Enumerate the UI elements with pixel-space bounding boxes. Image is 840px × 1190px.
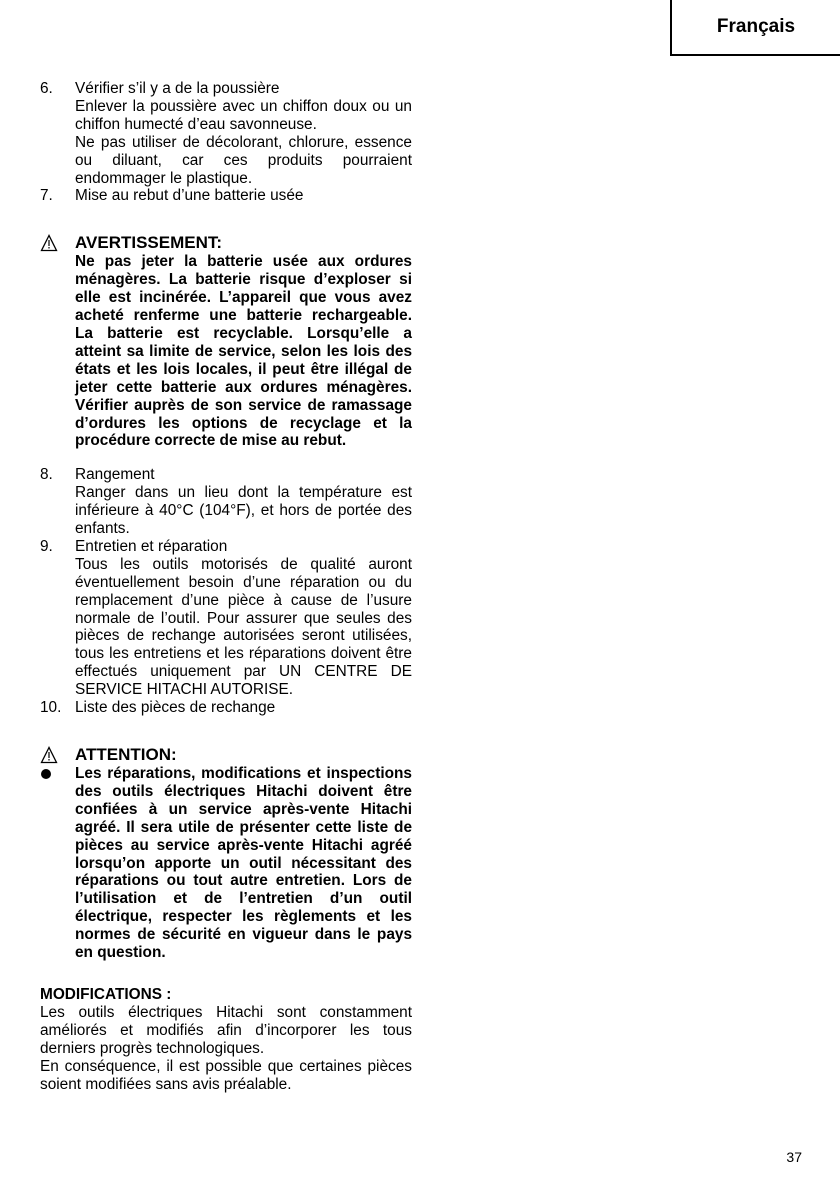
caution-text: Les réparations, modifications et inspections des outils électriques Hitachi doivent être confiées à un service après-vente Hitachi agréé. Il sera utile de présenter cette liste de pièces au service après-vente Hitachi agréé lorsqu’on apporte un outil nécessitant des réparations ou tout autre entretien. Lors de l’utilisation et de l’entretien d’un outil électrique, respecter les règlements et les normes de sécurité en vigueur dans le pays en question. — [75, 765, 412, 962]
item-number: 10. — [40, 699, 62, 717]
caution-block — [40, 745, 412, 962]
modifications-heading: MODIFICATIONS : — [40, 985, 172, 1003]
language-tab: Français — [670, 0, 840, 56]
modifications-paragraph: Les outils électriques Hitachi sont constamment améliorés et modifiés afin d’incorporer les tous derniers progrès technologiques. — [40, 1003, 412, 1057]
item-number: 7. — [40, 187, 53, 205]
item-paragraph: Ne pas utiliser de décolorant, chlorure, essence ou diluant, car ces produits pourraient endommager le plastique. — [75, 133, 412, 187]
warning-title: AVERTISSEMENT: — [75, 233, 223, 253]
item-title: Vérifier s’il y a de la poussière — [75, 80, 280, 97]
content-column — [40, 80, 412, 1093]
item-paragraph: Enlever la poussière avec un chiffon doux ou un chiffon humecté d’eau savonneuse. — [75, 97, 412, 133]
item-title: Mise au rebut d’une batterie usée — [75, 187, 304, 205]
list-item — [40, 538, 412, 699]
item-title: Liste des pièces de rechange — [75, 699, 276, 717]
warning-block — [40, 233, 412, 450]
warning-text: Ne pas jeter la batterie usée aux ordures ménagères. La batterie risque d’exploser si elle est incinérée. L’appareil que vous avez acheté renferme une batterie rechargeable. La batterie est recyclable. Lorsqu’elle a atteint sa limite de service, selon les lois des états et les lois locales, il peut être illégal de jeter cette batterie aux ordures ménagères. Vérifier auprès de son service de ramassage d’ordures les options de recyclage et la procédure correcte de mise au rebut. — [75, 253, 412, 450]
list-item — [40, 187, 412, 205]
modifications-paragraph: En conséquence, il est possible que certaines pièces soient modifiées sans avis préalable. — [40, 1057, 412, 1093]
warning-triangle-icon — [40, 234, 75, 252]
item-paragraph: Tous les outils motorisés de qualité auront éventuellement besoin d’une réparation ou du remplacement d’une pièce à cause de l’usure normale de l’outil. Pour assurer que seules des pièces de rechange autorisées seront utilisées, tous les entretiens et les réparations doivent être effectués uniquement par UN CENTRE DE SERVICE HITACHI AUTORISE. — [75, 555, 412, 699]
item-number: 9. — [40, 537, 53, 555]
list-item — [40, 466, 412, 538]
caution-title: ATTENTION: — [75, 745, 177, 764]
list-item — [40, 699, 412, 717]
list-item — [40, 80, 412, 187]
warning-triangle-icon — [40, 746, 75, 764]
item-paragraph: Ranger dans un lieu dont la température est inférieure à 40°C (104°F), et hors de portée des enfants. — [75, 484, 412, 538]
page-number: 37 — [786, 1149, 802, 1165]
item-title: Rangement — [75, 466, 155, 484]
item-title: Entretien et réparation — [75, 537, 228, 555]
item-number: 8. — [40, 466, 53, 484]
item-number: 6. — [40, 80, 53, 97]
bullet-icon — [40, 765, 75, 962]
